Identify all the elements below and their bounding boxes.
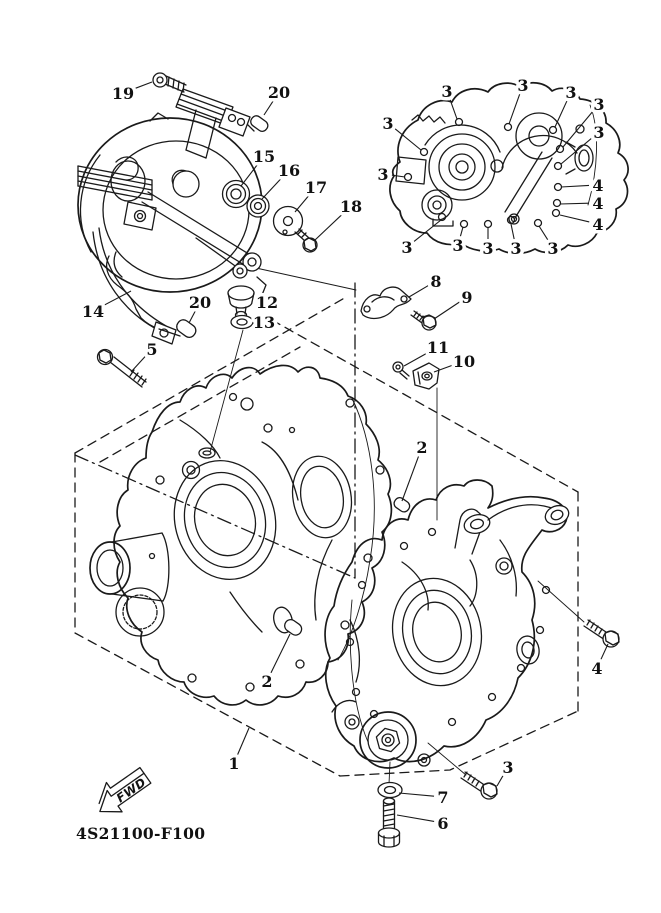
callout-label-3: 3 [510,238,522,258]
callout-label-3: 3 [452,235,464,255]
callout-label-8: 8 [430,271,442,291]
leader-line-19 [131,82,152,90]
leader-line-4 [561,185,589,187]
fwd-arrow [88,762,154,822]
callout-label-5: 5 [146,339,158,359]
seal-16-drawing [247,195,269,217]
callout-label-15: 15 [252,146,276,166]
leader-line-4 [560,215,589,222]
dowel-pin-2-lower-drawing [282,617,304,637]
leader-line-6 [397,815,434,821]
bracket-8-drawing [361,287,411,318]
callout-label-3: 3 [482,238,494,258]
left-case-bolt-holes [150,399,385,691]
leader-line-20 [189,310,196,323]
left-tube-boss-drawing [90,533,169,636]
callout-label-1: 1 [228,753,240,773]
pin-20-top-drawing [249,114,270,133]
right-case-bolt-holes [347,529,550,726]
callout-label-6: 6 [437,813,449,833]
callout-label-4: 4 [592,193,604,213]
callout-label-3: 3 [401,237,413,257]
leader-line-18 [315,212,344,240]
leader-line-2 [402,455,419,501]
callout-label-4: 4 [592,175,604,195]
callout-label-2: 2 [261,671,273,691]
leader-line-2 [271,634,290,673]
washer-13-drawing [231,316,253,329]
leader-line-3 [509,93,520,124]
leader-line-1 [238,728,249,755]
leader-line-16 [262,177,283,199]
callout-label-3: 3 [502,757,514,777]
bearing-15-drawing [223,181,250,208]
leader-line-5 [131,356,146,372]
bolt-3-drawing [461,772,497,799]
callout-label-19: 19 [111,83,135,103]
fwd-arrow-label: FWD [113,774,149,806]
callout-label-3: 3 [547,238,559,258]
leader-line-8 [409,286,428,297]
callout-label-3: 3 [382,113,394,133]
washer-7-drawing [378,783,402,798]
bolt-6-drawing [379,798,400,847]
plug-12-drawing [228,286,254,319]
callout-label-9: 9 [461,287,473,307]
callout-label-4: 4 [591,658,603,678]
leader-line-4 [601,644,608,660]
bolt-9-drawing [411,311,436,330]
callout-label-16: 16 [277,160,301,180]
screw-19-drawing [153,73,186,92]
callout-label-3: 3 [593,122,605,142]
callout-label-18: 18 [339,196,363,216]
callout-label-11: 11 [426,337,450,357]
oil-pump-drawing [332,700,430,768]
callout-label-3: 3 [377,164,389,184]
screw-18-drawing [295,229,317,252]
bolt-4-drawing [584,620,619,647]
callout-label-3: 3 [517,75,529,95]
leader-line-7 [399,793,434,796]
plate-17-drawing [274,207,303,236]
top-towers-drawing [455,502,571,554]
callout-label-10: 10 [452,351,476,371]
callout-label-4: 4 [592,214,604,234]
callout-label-13: 13 [252,312,276,332]
callout-label-20: 20 [188,292,212,312]
small-parts-drawings [98,286,620,847]
left-ribbed-rail-drawing [78,157,156,230]
callout-label-12: 12 [255,292,279,312]
leader-line-3 [563,111,593,147]
callout-label-3: 3 [441,81,453,101]
callout-label-3: 3 [593,94,605,114]
figure-part-code: 4S21100-F100 [76,824,206,843]
leader-line-20 [264,100,274,115]
clamp-10-drawing [413,363,439,389]
pin-20-mid-drawing [174,317,198,339]
leader-line-3 [511,224,514,239]
callout-label-14: 14 [81,301,105,321]
leader-line-3 [555,100,567,127]
callout-label-3: 3 [565,82,577,102]
leader-line-3 [450,99,457,119]
callout-label-17: 17 [304,177,328,197]
callout-label-20: 20 [267,82,291,102]
bracket-arm-drawing [93,192,261,333]
bolt-5-drawing [98,350,147,388]
leader-line-4 [560,203,589,204]
dowel-pin-2-upper-drawing [392,496,411,514]
leader-line-9 [434,302,460,319]
callout-label-7: 7 [437,787,449,807]
left-crankcase-half-drawing [90,365,391,705]
callout-label-2: 2 [416,437,428,457]
